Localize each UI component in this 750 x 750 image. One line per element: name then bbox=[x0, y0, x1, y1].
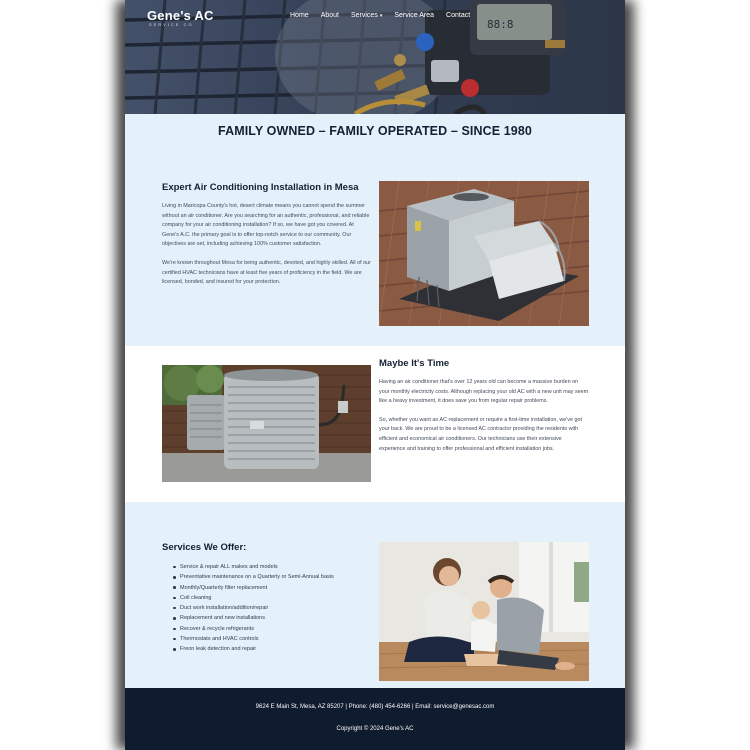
nav-services[interactable] bbox=[351, 12, 382, 19]
installation-heading: Expert Air Conditioning Installation in Mesa bbox=[162, 182, 359, 193]
chevron-down-icon: ▾ bbox=[379, 12, 383, 19]
services-text bbox=[162, 542, 372, 655]
services-section bbox=[125, 502, 625, 688]
family-photo-image bbox=[379, 542, 589, 681]
footer-copyright: Copyright © 2024 Gene's AC bbox=[336, 726, 414, 732]
brand-logo[interactable]: Gene's AC bbox=[147, 8, 214, 23]
nav-about[interactable]: About bbox=[320, 12, 339, 19]
list-item: Duct work installation/addition/repair bbox=[162, 603, 372, 613]
main-nav bbox=[290, 12, 470, 19]
maybe-its-time-section bbox=[125, 346, 625, 502]
nav-services-label: Services bbox=[350, 12, 378, 19]
list-item: Preventative maintenance on a Quarterly or Semi-Annual basis bbox=[162, 572, 372, 582]
page-title: FAMILY OWNED – FAMILY OPERATED – SINCE 1980 bbox=[218, 124, 532, 138]
site-footer bbox=[125, 688, 625, 750]
footer-contact[interactable]: 9624 E Main St, Mesa, AZ 85207 | Phone: (480) 454-6266 | Email: service@genesac.com bbox=[255, 704, 495, 710]
list-item: Replacement and new installations bbox=[162, 613, 372, 623]
ac-condenser-units-image bbox=[162, 365, 371, 482]
maybe-text bbox=[379, 358, 589, 463]
installation-paragraph-2: We're known throughout Mesa for being authentic, devoted, and highly skilled. All of our certified HVAC technicians have at least five years of proficiency in the field. We are licensed, bonded, and insured for your protection. bbox=[162, 259, 371, 286]
installation-section bbox=[125, 148, 625, 346]
nav-home[interactable]: Home bbox=[290, 12, 309, 19]
list-item: Monthly/Quarterly filter replacement bbox=[162, 583, 372, 593]
tagline-band bbox=[125, 114, 625, 148]
maybe-paragraph-2: So, whether you want an AC replacement or require a first-time installation, we've got your back. We are proud to be a licensed AC contractor providing the residents with efficient and economical air conditioners. Our technicians use their extensive experience and training to offer professional and efficient installation jobs. bbox=[379, 416, 582, 452]
nav-contact[interactable]: Contact bbox=[446, 12, 471, 19]
list-item: Coil cleaning bbox=[162, 593, 372, 603]
website-page bbox=[125, 0, 625, 750]
nav-service-area[interactable]: Service Area bbox=[394, 12, 435, 19]
services-list bbox=[162, 562, 372, 655]
services-heading: Services We Offer: bbox=[162, 542, 247, 553]
list-item: Thermostats and HVAC controls bbox=[162, 634, 372, 644]
brand-tagline: SERVICE CO bbox=[149, 22, 194, 27]
maybe-heading: Maybe It's Time bbox=[379, 358, 450, 369]
rooftop-ac-unit-image bbox=[379, 181, 589, 326]
maybe-paragraph-1: Having an air conditioner that's over 12 years old can become a massive burden on your monthly electricity costs. Although replacing your old AC with a new unit may seem like a heavy investment, it does save you from regular repair problems. bbox=[379, 379, 589, 405]
list-item: Freon leak detection and repair bbox=[162, 644, 372, 654]
svg-text:88:8: 88:8 bbox=[487, 18, 514, 31]
installation-paragraph-1: Living in Maricopa County's hot, desert climate means you cannot spend the summer without an air conditioner. Are you searching for an authentic, professional, and reliable company for your air conditioning installation? If so, we have got you covered. At Gene's A.C. the primary goal is to offer top-notch service to our community. Our objectives are set, including achieving 100% customer satisfaction. bbox=[162, 203, 370, 248]
hero-banner bbox=[125, 0, 625, 114]
installation-text bbox=[162, 182, 372, 297]
list-item: Service & repair ALL makes and models bbox=[162, 562, 372, 572]
list-item: Recover & recycle refrigerants bbox=[162, 624, 372, 634]
